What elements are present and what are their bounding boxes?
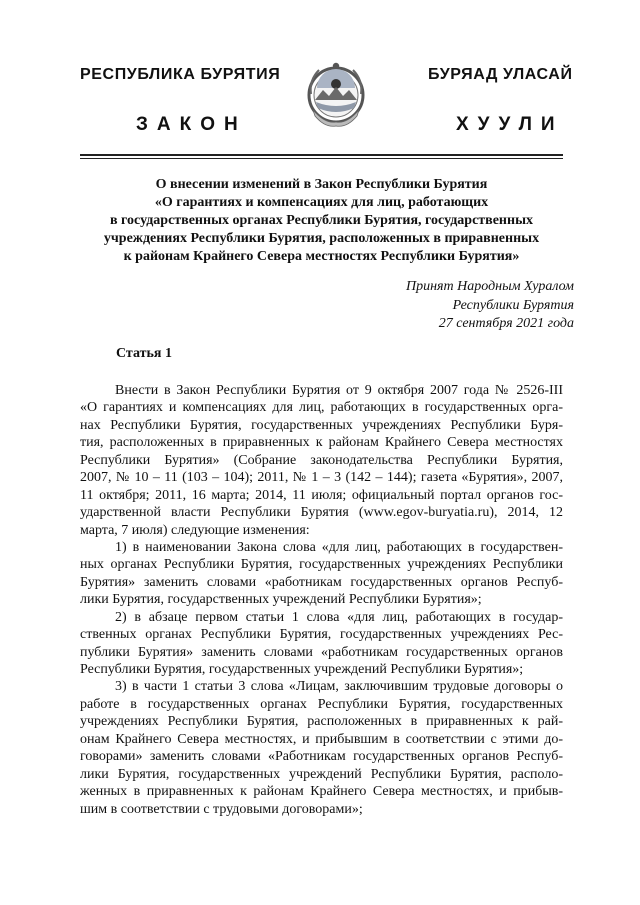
body-line: Внести в Закон Республики Бурятия от 9 октября 2007 года № 2526-III	[115, 383, 563, 398]
coat-of-arms-icon	[305, 58, 367, 130]
body-line: нах Республики Бурятия, государственных учреждениях Республики Буря-	[80, 417, 563, 433]
body-line: тия, расположенных в приравненных к районам Крайнего Севера местностях	[80, 435, 563, 451]
body-line: «О гарантиях и компенсациях для лиц, работающих в государственных орга-	[80, 400, 563, 416]
law-label-russian: ЗАКОН	[136, 114, 247, 135]
header-divider-thick	[80, 154, 563, 156]
body-line: ственных органах Республики Бурятия, государственных учреждениях Рес-	[80, 627, 563, 643]
law-title	[80, 176, 563, 266]
body-line: лики Бурятия, государственных учреждений Республики Бурятия, располо-	[80, 766, 563, 782]
body-line: 2007, № 10 – 11 (103 – 104); 2011, № 1 – 3 (142 – 144); газета «Бурятия», 2007,	[80, 470, 563, 486]
law-label-buryat: ХУУЛИ	[456, 114, 564, 135]
body-line: лики Бурятия, государственных учреждений Республики Бурятия»;	[80, 592, 482, 608]
body-line: женных в приравненных к районам Крайнего Севера местностях, и прибыв-	[80, 784, 563, 800]
header-divider-thin	[80, 158, 563, 159]
republic-name-buryat: БУРЯАД УЛАСАЙ	[428, 66, 573, 83]
body-line: Республики Бурятия» (Собрание законодательства Республики Бурятия,	[80, 452, 563, 468]
body-line: работе в государственных органах Республики Бурятия, государственных	[80, 696, 563, 712]
body-line: говорами» заменить словами «Работникам государственных органов Респуб-	[80, 749, 563, 765]
body-line: учреждениях Республики Бурятия, расположенных в приравненных к рай-	[80, 714, 563, 730]
body-line: марта, 7 июля) следующие изменения:	[80, 522, 310, 538]
body-line: 3) в части 1 статьи 3 слова «Лицам, заключившим трудовые договоры о	[115, 679, 563, 695]
body-line: 2) в абзаце первом статьи 1 слова «для лиц, работающих в государ-	[115, 609, 563, 625]
title-line: «О гарантиях и компенсациях для лиц, работающих	[154, 195, 489, 210]
body-line: Бурятия» заменить словами «работникам государственных органов Респуб-	[80, 574, 563, 590]
body-line: шим в соответствии с трудовыми договорами»;	[80, 801, 363, 817]
republic-name-russian: РЕСПУБЛИКА БУРЯТИЯ	[80, 66, 281, 83]
body-line: онам Крайнего Севера местностях, и прибывшим в соответствии с этими до-	[80, 731, 563, 747]
article-heading: Статья 1	[116, 346, 172, 361]
title-line: учреждениях Республики Бурятия, расположенных в приравненных	[103, 231, 540, 246]
adoption-date: 27 сентября 2021 года	[438, 316, 574, 331]
body-line: Республики Бурятия, государственных учреждений Республики Бурятия»;	[80, 662, 524, 677]
adoption-line: Принят Народным Хуралом	[405, 279, 574, 294]
body-line: публики Бурятия» заменить словами «работникам государственных органов	[80, 644, 563, 660]
body-line: ных органах Республики Бурятия, государственных учреждениях Республики	[80, 557, 563, 573]
adoption-line: Республики Бурятия	[452, 297, 574, 313]
title-line: к районам Крайнего Севера местностях Республики Бурятия»	[123, 249, 520, 264]
body-line: 1) в наименовании Закона слова «для лиц, работающих в государствен-	[115, 539, 563, 555]
title-line: О внесении изменений в Закон Республики Бурятия	[155, 177, 488, 192]
adoption-note	[406, 278, 574, 334]
title-line: в государственных органах Республики Бурятия, государственных	[109, 213, 533, 228]
body-line: 11 октября; 2011, 16 марта; 2014, 11 июля; официальный портал органов гос-	[80, 487, 563, 503]
article-body	[80, 382, 563, 818]
body-line: ударственной власти Республики Бурятия (www.egov-buryatia.ru), 2014, 12	[80, 505, 563, 521]
